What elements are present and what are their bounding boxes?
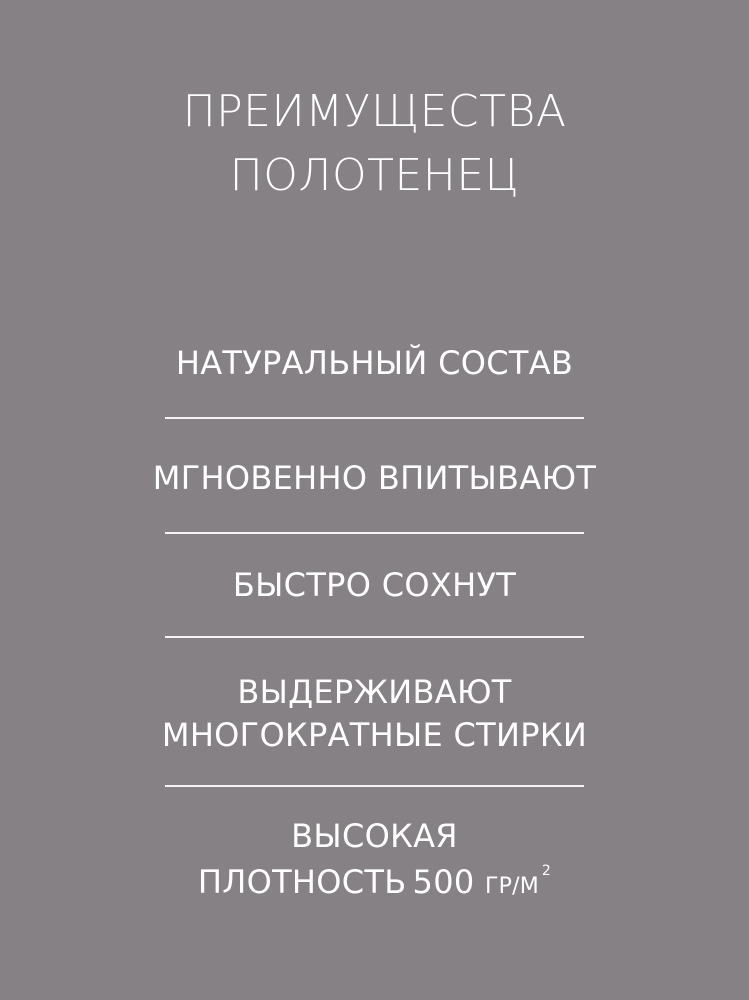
feature-quick-dry: БЫСТРО СОХНУТ	[232, 566, 517, 604]
feature-withstands-wash-line-2: МНОГОКРАТНЫЕ СТИРКИ	[161, 716, 588, 754]
density-label: ПЛОТНОСТЬ	[197, 863, 407, 901]
divider	[165, 636, 584, 638]
feature-instant-absorption: МГНОВЕННО ВПИТЫВАЮТ	[152, 459, 597, 497]
feature-withstands-wash-line-1: ВЫДЕРЖИВАЮТ	[237, 673, 512, 711]
divider	[165, 785, 584, 787]
feature-natural-composition: НАТУРАЛЬНЫЙ СОСТАВ	[175, 344, 574, 382]
density-superscript: 2	[541, 863, 552, 879]
page-title-line-2: ПОЛОТЕНЕЦ	[229, 150, 520, 201]
divider	[165, 532, 584, 534]
divider	[165, 417, 584, 419]
density-unit: ГР/М	[485, 874, 539, 899]
density-value: 500	[412, 863, 475, 901]
page-title-line-1: ПРЕИМУЩЕСТВА	[182, 86, 567, 137]
feature-high-density-line-1: ВЫСОКАЯ	[291, 817, 458, 855]
feature-high-density-line-2	[0, 863, 749, 901]
